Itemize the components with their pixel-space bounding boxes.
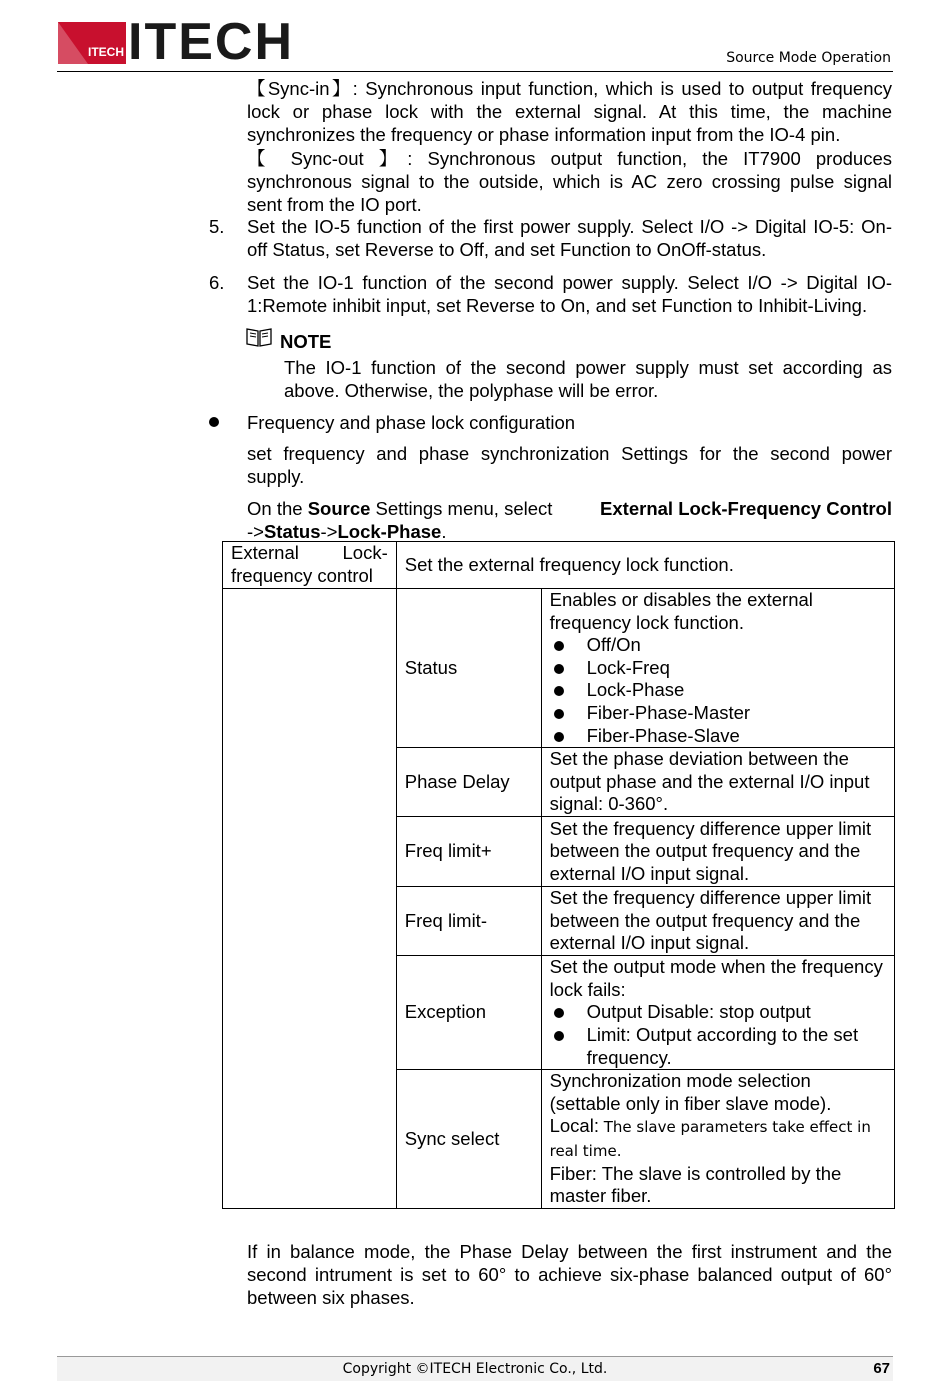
- menu-external-lock: External Lock-Frequency Control: [600, 498, 892, 519]
- freq-line-1: set frequency and phase synchronization Settings for the second power: [247, 443, 892, 464]
- menu-pre: On the Source Settings menu, select: [247, 498, 553, 519]
- note-title: NOTE: [280, 331, 332, 352]
- page-number: 67: [873, 1360, 890, 1377]
- step-6-line-1: Set the IO-1 function of the second power supply. Select I/O -> Digital IO-: [247, 272, 892, 293]
- bullet-icon: [209, 417, 219, 427]
- syncin-line-1: 【Sync-in】: Synchronous input function, which is used to output frequency: [247, 78, 892, 99]
- step-6-number: 6.: [209, 272, 225, 293]
- sync-select-label: Sync select: [396, 1070, 541, 1209]
- list-item: Off/On: [550, 634, 886, 657]
- syncin-line-2: lock or phase lock with the external signal. At this time, the machine: [247, 101, 892, 122]
- header-divider: [57, 71, 893, 72]
- freq-line-2: supply.: [247, 466, 305, 487]
- exception-label: Exception: [396, 956, 541, 1070]
- head-right-cell: Set the external frequency lock function.: [396, 542, 894, 589]
- empty-merged-cell: [223, 589, 397, 1209]
- freq-limit-minus-label: Freq limit-: [396, 887, 541, 956]
- logo-mark-icon: [58, 22, 126, 64]
- phase-delay-desc: Set the phase deviation between the output phase and the external I/O input signal: 0-360°.: [541, 748, 894, 817]
- list-item: Fiber-Phase-Slave: [550, 725, 886, 748]
- list-item: Output Disable: stop output: [550, 1001, 886, 1024]
- exception-desc-cell: [541, 956, 894, 1070]
- note-line-2: above. Otherwise, the polyphase will be error.: [284, 380, 659, 401]
- step-5-number: 5.: [209, 216, 225, 237]
- exception-desc: Set the output mode when the frequency lock fails:: [549, 956, 883, 1000]
- note-line-1: The IO-1 function of the second power supply must set according as: [284, 357, 892, 378]
- balance-line-3: between six phases.: [247, 1287, 415, 1308]
- menu-source: Source: [307, 498, 371, 519]
- list-item: Lock-Freq: [550, 657, 886, 680]
- menu-lock-phase: Lock-Phase: [337, 521, 442, 542]
- syncout-line-2: synchronous signal to the outside, which is AC zero crossing pulse signal: [247, 171, 892, 192]
- phase-delay-label: Phase Delay: [396, 748, 541, 817]
- sync-select-desc-cell: [541, 1070, 894, 1209]
- menu-status: Status: [263, 521, 321, 542]
- bullet-heading: Frequency and phase lock configuration: [247, 412, 576, 433]
- step-5-line-2: off Status, set Reverse to Off, and set Function to OnOff-status.: [247, 239, 767, 260]
- status-options-list: [550, 634, 886, 747]
- sync-desc: Synchronization mode selection (settable only in fiber slave mode).: [549, 1070, 832, 1114]
- syncin-line-3: synchronizes the frequency or phase information input from the IO-4 pin.: [247, 124, 841, 145]
- settings-table: [222, 541, 895, 1209]
- step-5-line-1: Set the IO-5 function of the first power supply. Select I/O -> Digital IO-5: On-: [247, 216, 892, 237]
- freq-limit-plus-label: Freq limit+: [396, 817, 541, 887]
- table-row: [223, 589, 895, 748]
- freq-limit-plus-desc: Set the frequency difference upper limit between the output frequency and the external I/O input signal.: [541, 817, 894, 887]
- balance-line-2: second intrument is set to 60° to achieve six-phase balanced output of 60°: [247, 1264, 892, 1285]
- logo-text: ITECH: [128, 13, 294, 71]
- sync-fiber: Fiber: The slave is controlled by the master fiber.: [549, 1162, 842, 1207]
- footer-copyright: Copyright ©ITECH Electronic Co., Ltd.: [342, 1361, 608, 1377]
- logo-small-text: ITECH: [88, 45, 124, 59]
- step-6-line-2: 1:Remote inhibit input, set Reverse to On, and set Function to Inhibit-Living.: [247, 295, 868, 316]
- menu-path-line-1: [247, 497, 892, 520]
- table-header-row: [223, 542, 895, 589]
- syncout-line-1: 【 Sync-out 】: Synchronous output function, the IT7900 produces: [247, 148, 892, 169]
- syncout-line-3: sent from the IO port.: [247, 194, 422, 215]
- list-item: Limit: Output according to the set frequency.: [550, 1024, 886, 1069]
- freq-limit-minus-desc: Set the frequency difference upper limit between the output frequency and the external I/O input signal.: [541, 887, 894, 956]
- itech-logo: [58, 13, 294, 71]
- list-item: Fiber-Phase-Master: [550, 702, 886, 725]
- exception-options-list: [550, 1001, 886, 1069]
- head-left-cell: External Lock- frequency control: [223, 542, 397, 589]
- sync-local: Local: The slave parameters take effect in real time.: [549, 1115, 871, 1160]
- status-desc: Enables or disables the external frequency lock function.: [549, 589, 813, 633]
- balance-line-1: If in balance mode, the Phase Delay between the first instrument and the: [247, 1241, 892, 1262]
- menu-path-line-2: ->Status->Lock-Phase.: [247, 521, 447, 542]
- status-label: Status: [396, 589, 541, 748]
- status-desc-cell: [541, 589, 894, 748]
- section-title: Source Mode Operation: [726, 50, 891, 66]
- list-item: Lock-Phase: [550, 679, 886, 702]
- book-icon: [246, 327, 272, 352]
